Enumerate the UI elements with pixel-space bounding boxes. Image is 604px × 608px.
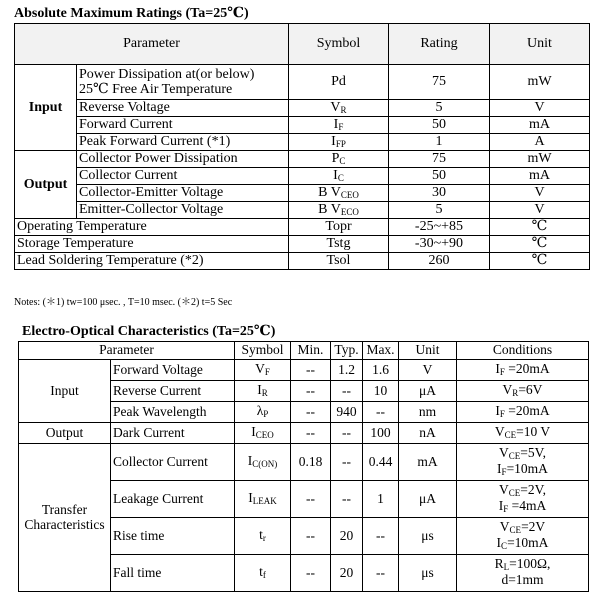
eo-table [18, 341, 589, 592]
eo-min: -- [291, 481, 331, 518]
abs-symbol: Tstg [289, 236, 389, 253]
eo-symbol: $\lambda_P$ [235, 402, 291, 423]
eo-param: Leakage Current [111, 481, 235, 518]
abs-param: Collector-Emitter Voltage [77, 185, 289, 202]
eo-row [19, 444, 589, 481]
abs-rating: 50 [389, 117, 490, 134]
abs-symbol: $I_{FP}$ [289, 134, 389, 151]
eo-conditions: $V_{CE}=2V$, $I_F =4mA$ [457, 481, 589, 518]
abs-notes: Notes: (＊1) tw=100 μsec. , T=10 msec. (＊2) t=5 Sec [14, 297, 233, 308]
eo-header-row [19, 342, 589, 360]
abs-param: Lead Soldering Temperature (*2) [15, 253, 289, 270]
abs-header-parameter: Parameter [15, 24, 289, 65]
abs-unit: ℃ [490, 219, 590, 236]
abs-unit: mW [490, 151, 590, 168]
abs-header-symbol: Symbol [289, 24, 389, 65]
abs-symbol: Pd [289, 65, 389, 100]
abs-unit: V [490, 100, 590, 117]
eo-max: 1 [363, 481, 399, 518]
eo-title: Electro-Optical Characteristics (Ta=25℃) [22, 324, 276, 339]
abs-param: Peak Forward Current (*1) [77, 134, 289, 151]
abs-row [15, 219, 590, 236]
eo-header-unit: Unit [399, 342, 457, 360]
abs-row [15, 202, 590, 219]
eo-typ: -- [331, 423, 363, 444]
eo-row [19, 360, 589, 381]
eo-max: -- [363, 402, 399, 423]
abs-header-rating: Rating [389, 24, 490, 65]
eo-conditions: $I_F =20mA$ [457, 402, 589, 423]
eo-min: -- [291, 381, 331, 402]
abs-row [15, 168, 590, 185]
eo-max: 100 [363, 423, 399, 444]
abs-row [15, 117, 590, 134]
abs-row [15, 134, 590, 151]
eo-symbol: $t_r$ [235, 518, 291, 555]
eo-group-transfer: Transfer Characteristics [19, 444, 111, 592]
eo-unit: μs [399, 518, 457, 555]
eo-typ: -- [331, 481, 363, 518]
eo-header-typ: Typ. [331, 342, 363, 360]
abs-unit: ℃ [490, 253, 590, 270]
eo-symbol: $I_{CEO}$ [235, 423, 291, 444]
eo-typ: -- [331, 444, 363, 481]
eo-conditions: $V_{CE}=2V$ $I_C=10mA$ [457, 518, 589, 555]
eo-header-max: Max. [363, 342, 399, 360]
eo-unit: μA [399, 381, 457, 402]
eo-unit: nm [399, 402, 457, 423]
abs-max-title: Absolute Maximum Ratings (Ta=25℃) [14, 6, 249, 21]
eo-conditions: $V_{CE}=5V$, $I_F=10mA$ [457, 444, 589, 481]
abs-group-input: Input [15, 65, 77, 151]
eo-symbol: $I_{C(ON)}$ [235, 444, 291, 481]
eo-group-output: Output [19, 423, 111, 444]
eo-max: 0.44 [363, 444, 399, 481]
abs-symbol: $V_R$ [289, 100, 389, 117]
eo-header-min: Min. [291, 342, 331, 360]
abs-symbol: $P_C$ [289, 151, 389, 168]
eo-min: -- [291, 360, 331, 381]
eo-symbol: $V_F$ [235, 360, 291, 381]
eo-conditions: $V_{CE}=10$ V [457, 423, 589, 444]
eo-max: -- [363, 555, 399, 592]
abs-header-unit: Unit [490, 24, 590, 65]
eo-min: -- [291, 518, 331, 555]
abs-group-output: Output [15, 151, 77, 219]
eo-typ: 20 [331, 518, 363, 555]
eo-row [19, 423, 589, 444]
eo-param: Peak Wavelength [111, 402, 235, 423]
eo-conditions: $I_F =20mA$ [457, 360, 589, 381]
eo-min: -- [291, 402, 331, 423]
eo-unit: V [399, 360, 457, 381]
eo-typ: 20 [331, 555, 363, 592]
abs-max-table [14, 23, 590, 270]
eo-typ: 1.2 [331, 360, 363, 381]
eo-unit: mA [399, 444, 457, 481]
eo-symbol: $I_R$ [235, 381, 291, 402]
abs-symbol: $I_F$ [289, 117, 389, 134]
abs-param: Collector Power Dissipation [77, 151, 289, 168]
abs-rating: 5 [389, 100, 490, 117]
eo-param: Dark Current [111, 423, 235, 444]
eo-symbol: $I_{LEAK}$ [235, 481, 291, 518]
eo-typ: -- [331, 381, 363, 402]
abs-rating: 30 [389, 185, 490, 202]
abs-unit: mA [490, 168, 590, 185]
eo-param: Reverse Current [111, 381, 235, 402]
eo-unit: μA [399, 481, 457, 518]
eo-param: Forward Voltage [111, 360, 235, 381]
eo-unit: μs [399, 555, 457, 592]
eo-param: Collector Current [111, 444, 235, 481]
abs-symbol: B $V_{ECO}$ [289, 202, 389, 219]
abs-symbol: B $V_{CEO}$ [289, 185, 389, 202]
eo-group-input: Input [19, 360, 111, 423]
abs-unit: mA [490, 117, 590, 134]
eo-min: 0.18 [291, 444, 331, 481]
abs-param: Collector Current [77, 168, 289, 185]
eo-min: -- [291, 555, 331, 592]
abs-symbol: Topr [289, 219, 389, 236]
abs-unit: V [490, 185, 590, 202]
eo-param: Fall time [111, 555, 235, 592]
abs-rating: 75 [389, 151, 490, 168]
abs-unit: ℃ [490, 236, 590, 253]
abs-param: Reverse Voltage [77, 100, 289, 117]
eo-min: -- [291, 423, 331, 444]
abs-rating: 5 [389, 202, 490, 219]
abs-row [15, 65, 590, 100]
abs-unit: A [490, 134, 590, 151]
abs-param: Emitter-Collector Voltage [77, 202, 289, 219]
abs-row [15, 236, 590, 253]
abs-row [15, 185, 590, 202]
eo-header-conditions: Conditions [457, 342, 589, 360]
abs-rating: 50 [389, 168, 490, 185]
abs-unit: V [490, 202, 590, 219]
abs-rating: 1 [389, 134, 490, 151]
abs-unit: mW [490, 65, 590, 100]
eo-typ: 940 [331, 402, 363, 423]
eo-unit: nA [399, 423, 457, 444]
abs-rating: -30~+90 [389, 236, 490, 253]
abs-rating: 75 [389, 65, 490, 100]
abs-symbol: $I_C$ [289, 168, 389, 185]
eo-conditions: $V_R=6V$ [457, 381, 589, 402]
abs-rating: 260 [389, 253, 490, 270]
abs-param: Storage Temperature [15, 236, 289, 253]
abs-row [15, 151, 590, 168]
eo-header-parameter: Parameter [19, 342, 235, 360]
eo-conditions: $R_L=100\Omega$, d=1mm [457, 555, 589, 592]
eo-header-symbol: Symbol [235, 342, 291, 360]
abs-symbol: Tsol [289, 253, 389, 270]
eo-param: Rise time [111, 518, 235, 555]
eo-max: 10 [363, 381, 399, 402]
eo-max: -- [363, 518, 399, 555]
eo-symbol: $t_f$ [235, 555, 291, 592]
abs-rating: -25~+85 [389, 219, 490, 236]
eo-max: 1.6 [363, 360, 399, 381]
abs-row [15, 100, 590, 117]
abs-param: Operating Temperature [15, 219, 289, 236]
abs-param: Forward Current [77, 117, 289, 134]
abs-header-row [15, 24, 590, 65]
abs-param: Power Dissipation at(or below) 25℃ Free Air Temperature [77, 65, 289, 100]
abs-row [15, 253, 590, 270]
